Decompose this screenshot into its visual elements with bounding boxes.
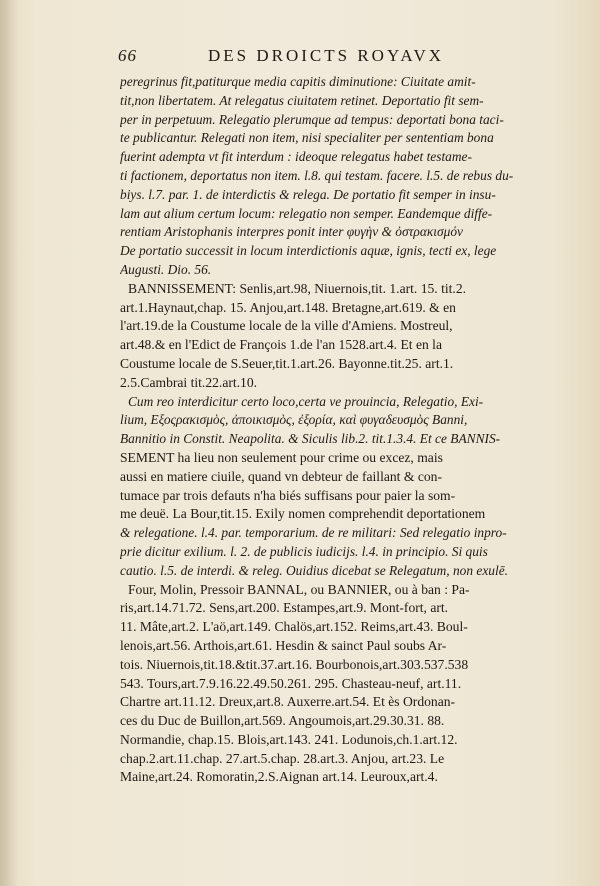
text-line: l'art.19.de la Coustume locale de la ville d'Amiens. Mostreul,	[120, 318, 453, 334]
text-line: ti factionem, deportatus non item. l.8. qui testam. facere. l.5. de rebus du-	[120, 167, 514, 183]
text-line: 11. Mâte,art.2. L'aö,art.149. Chalös,art.152. Reims,art.43. Boul-	[120, 619, 468, 635]
text-line: rentiam Aristophanis interpres ponit inter φυγὴν & ὀστρακισμόν	[120, 224, 463, 240]
text-line: lenois,art.56. Arthois,art.61. Hesdin & sainct Paul soubs Ar-	[120, 637, 447, 653]
text-line: De portatio successit in locum interdictionis aquæ, ignis, tecti ex, lege	[120, 243, 497, 259]
text-line: Chartre art.11.12. Dreux,art.8. Auxerre.art.54. Et ès Ordonan-	[120, 694, 456, 710]
text-line: SEMENT ha lieu non seulement pour crime ou excez, mais	[120, 449, 443, 465]
text-line: 2.5.Cambrai tit.22.art.10.	[120, 374, 258, 390]
text-line: art.48.& en l'Edict de François 1.de l'an 1528.art.4. Et en la	[120, 337, 442, 353]
text-line: lium, Εξοςρακισμὸς, ἀποικισμὸς, ἐξορία, καὶ φυγαδευσμὸς Banni,	[120, 412, 468, 428]
text-line: Maine,art.24. Romoratin,2.S.Aignan art.14. Leuroux,art.4.	[120, 769, 438, 785]
text-line: Normandie, chap.15. Blois,art.143. 241. Lodunois,ch.1.art.12.	[120, 731, 458, 747]
text-line: 543. Tours,art.7.9.16.22.49.50.261. 295. Chasteau-neuf, art.11.	[120, 675, 462, 691]
text-line: art.1.Haynaut,chap. 15. Anjou,art.148. Bretagne,art.619. & en	[120, 299, 456, 315]
text-line: ces du Duc de Buillon,art.569. Angoumois,art.29.30.31. 88.	[120, 713, 445, 729]
text-line: Augusti. Dio. 56.	[120, 261, 212, 277]
text-line: peregrinus fit,patiturque media capitis diminutione: Ciuitate amit-	[120, 74, 476, 89]
text-line: te publicantur. Relegati non item, nisi specialiter per sententiam bona	[120, 130, 494, 146]
text-line: chap.2.art.11.chap. 27.art.5.chap. 28.art.3. Anjou, art.23. Le	[120, 750, 445, 766]
page-header	[118, 46, 518, 72]
text-line: prie dicitur exilium. l. 2. de publicis iudicijs. l.4. in principio. Si quis	[120, 543, 488, 559]
body-text	[120, 73, 526, 787]
text-line: biys. l.7. par. 1. de interdictis & relega. De portatio fit semper in insu-	[120, 186, 496, 202]
text-line: ris,art.14.71.72. Sens,art.200. Estampes,art.9. Mont-fort, art.	[120, 600, 449, 616]
text-line: Bannitio in Constit. Neapolita. & Siculis lib.2. tit.1.3.4. Et ce BANNIS-	[120, 431, 501, 447]
text-line: per in perpetuum. Relegatio plerumque ad tempus: deportati bona taci-	[120, 111, 504, 127]
text-line: aussi en matiere ciuile, quand vn debteur de faillant & con-	[120, 468, 442, 484]
text-line: & relegatione. l.4. par. temporarium. de re militari: Sed relegatio inpro-	[120, 525, 507, 541]
text-line: Cum reo interdicitur certo loco,certa ve prouincia, Relegatio, Exi-	[128, 393, 484, 409]
text-line: Coustume locale de S.Seuer,tit.1.art.26. Bayonne.tit.25. art.1.	[120, 355, 454, 371]
text-line: tois. Niuernois,tit.18.&tit.37.art.16. Bourbonois,art.303.537.538	[120, 656, 469, 672]
text-line: cautio. l.5. de interdi. & releg. Ouidius dicebat se Relegatum, non exulē.	[120, 562, 508, 578]
running-title: DES DROICTS ROYAVX	[208, 46, 444, 65]
text-line: tumace par trois defauts n'ha biés suffisans pour paier la som-	[120, 487, 456, 503]
text-line: lam aut alium certum locum: relegatio non semper. Eandemque diffe-	[120, 205, 493, 221]
page-number: 66	[118, 46, 137, 65]
text-line: BANNISSEMENT: Senlis,art.98, Niuernois,tit. 1.art. 15. tit.2.	[128, 280, 467, 296]
text-line: Four, Molin, Pressoir BANNAL, ou BANNIER, ou à ban : Pa-	[128, 581, 470, 597]
text-line: tit,non libertatem. At relegatus ciuitatem retinet. Deportatio fit sem-	[120, 92, 484, 108]
text-line: fuerint adempta vt fit interdum : ideoque relegatus habet testame-	[120, 149, 472, 165]
text-line: me deuë. La Bour,tit.15. Exily nomen comprehendit deportationem	[120, 506, 486, 522]
